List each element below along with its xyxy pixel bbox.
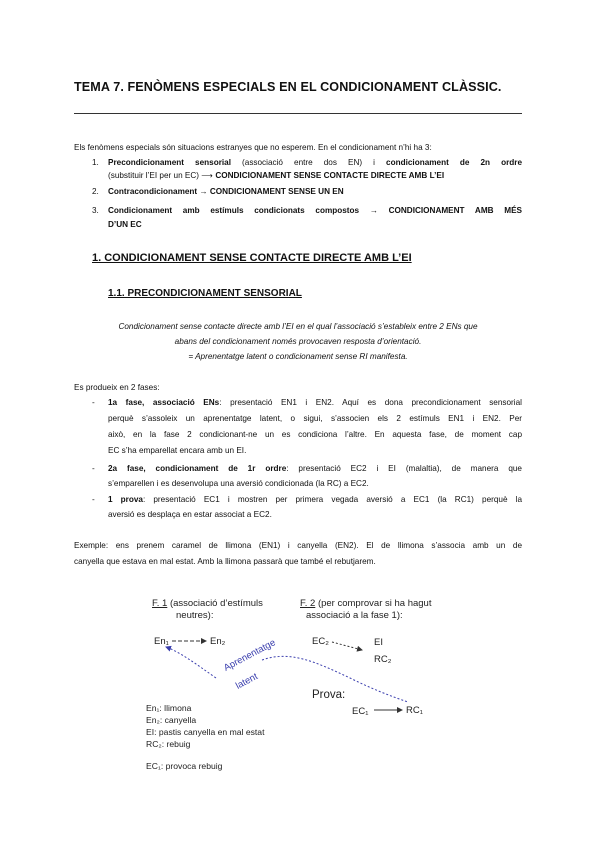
list-item-2: Contracondicionament → CONDICIONAMENT SENSE UN EN <box>108 187 344 196</box>
bullet-dash: - <box>92 495 95 504</box>
rc2-node: RC₂ <box>374 654 392 665</box>
intro-text: Els fenòmens especials són situacions estranyes que no esperem. En el condicionament n’hi ha 3: <box>74 143 432 152</box>
f1-desc-2: neutres): <box>176 610 214 621</box>
phase-text: : presentació EC1 i mostren per primera vegada aversió a EC1 (la RC1) perquè la <box>142 495 523 504</box>
phases-intro: Es produeix en 2 fases: <box>74 383 160 392</box>
list-item-bold: Precondicionament sensorial <box>108 158 231 167</box>
ei-node: EI <box>374 637 383 648</box>
definition-line: abans del condicionament només provocaven resposta d’orientació. <box>174 337 422 346</box>
phase-bold: 1a fase, associació ENs <box>108 398 220 407</box>
f2-desc-2: associació a la fase 1): <box>306 610 403 621</box>
prova-label: Prova: <box>312 689 346 701</box>
example-line: Exemple: ens prenem caramel de llimona (EN1) i canyella (EN2). El de llimona s’associa amb un de <box>74 541 522 550</box>
list-item-text: (associació entre dos EN) i <box>230 158 387 167</box>
en2-node: En₂ <box>210 636 226 647</box>
phase-bold: 1 prova <box>108 495 143 504</box>
legend-item: RC₂: rebuig <box>146 739 191 749</box>
f1-label: F. 1 <box>152 598 168 609</box>
legend-item: En₂: canyella <box>146 715 197 725</box>
f2-label: F. 2 <box>300 598 316 609</box>
phase-3-line2: aversió es desplaça en estar associat a EC2. <box>108 510 272 519</box>
latent-curve <box>166 647 216 678</box>
legend-item: EI: pastis canyella en mal estat <box>146 727 265 737</box>
section-heading: 1. CONDICIONAMENT SENSE CONTACTE DIRECTE AMB L’EI <box>92 252 412 264</box>
page-title: TEMA 7. FENÒMENS ESPECIALS EN EL CONDICIONAMENT CLÀSSIC. <box>74 80 502 94</box>
list-number: 3. <box>92 206 99 215</box>
phase-1-line4: EC s’ha emparellat encara amb un EI. <box>108 446 247 455</box>
list-number: 1. <box>92 158 99 167</box>
ec2-node: EC₂ <box>312 636 329 647</box>
ec1-node: EC₁ <box>352 706 369 717</box>
rc1-node: RC₁ <box>406 705 423 716</box>
definition-line: Condicionament sense contacte directe amb l’EI en el qual l’associació s’estableix entre 2 ENs que <box>118 322 478 331</box>
phase-1-line2: perquè s’assoleix un aprenentatge latent, o sigui, s’associen els 2 estímuls EN1 i EN2. Per <box>108 414 522 423</box>
example-line: canyella que estava en mal estat. Amb la llimona passarà que també el rebutjarem. <box>74 557 376 566</box>
latent-annotation-2: latent <box>234 671 260 692</box>
subsection-heading: 1.1. PRECONDICIONAMENT SENSORIAL <box>108 288 302 299</box>
list-item-text: (substituir l’EI per un EC) <box>108 171 200 180</box>
list-item-3-line1: Condicionament amb estímuls condicionats compostos → CONDICIONAMENT AMB MÉS <box>108 206 522 215</box>
list-item-bold: CONDICIONAMENT SENSE CONTACTE DIRECTE AMB L’EI <box>215 171 445 180</box>
list-number: 2. <box>92 187 99 196</box>
bullet-dash: - <box>92 398 95 407</box>
legend-item: EC₁: provoca rebuig <box>146 761 223 771</box>
ec2-ei-arrow <box>332 642 362 650</box>
phase-bold: 2a fase, condicionament de 1r ordre <box>108 464 287 473</box>
definition-line: = Aprenentatge latent o condicionament sense RI manifesta. <box>188 352 408 361</box>
latent-word: Aprenentatge <box>222 637 278 674</box>
phase-text: : presentació EC2 i EI (malaltia), de manera que <box>286 464 522 473</box>
list-item-3-line2: D’UN EC <box>108 220 142 229</box>
list-item-bold: condicionament de 2n ordre <box>386 158 522 167</box>
legend-item: En₁: llimona <box>146 703 192 713</box>
phase-text: : presentació EN1 i EN2. Aquí es dona precondicionament sensorial <box>219 398 522 407</box>
f2-desc: (per comprovar si ha hagut <box>315 598 432 609</box>
f1-desc: (associació d’estímuls <box>167 598 263 609</box>
phase-2-line2: s’emparellen i es desenvolupa una aversió condicionada (la RC) a EC2. <box>108 479 369 488</box>
latent-curve-right <box>262 656 408 702</box>
phase-1-line3: això, en la fase 2 condicionant-ne un es condiciona l’altre. En aquesta fase, de moment cap <box>108 430 522 439</box>
arrow: ⟶ <box>201 171 214 180</box>
bullet-dash: - <box>92 464 95 473</box>
en1-node: En₁ <box>154 636 169 647</box>
